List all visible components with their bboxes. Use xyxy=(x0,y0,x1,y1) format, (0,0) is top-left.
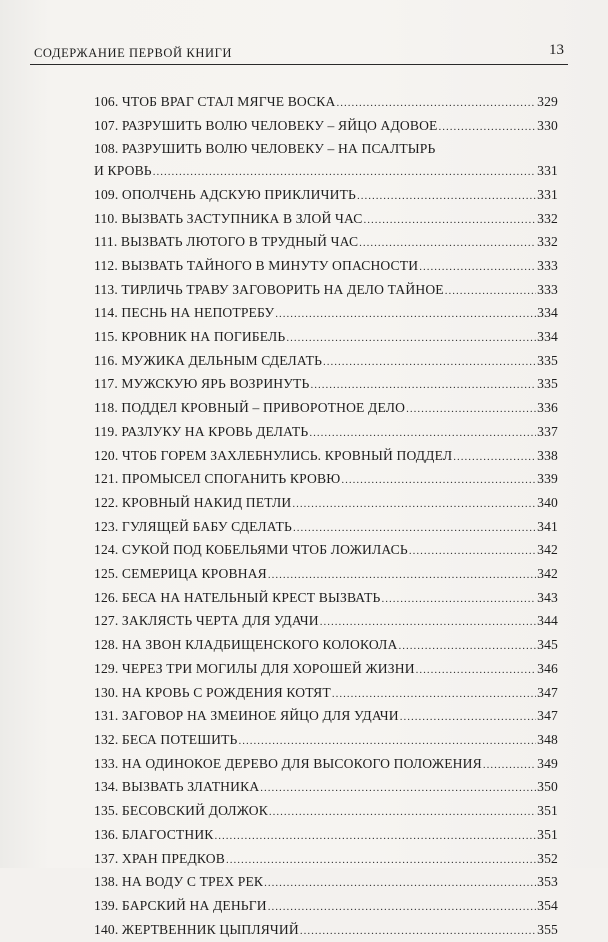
dot-leader xyxy=(238,731,536,753)
toc-entry-page: 352 xyxy=(537,850,558,866)
toc-entry-title: 134. ВЫЗВАТЬ ЗЛАТНИКА xyxy=(94,779,260,795)
toc-entry-title: 132. БЕСА ПОТЕШИТЬ xyxy=(94,731,238,747)
toc-entry-line xyxy=(94,895,558,919)
toc-entry xyxy=(94,421,558,445)
page-number: 13 xyxy=(549,42,564,58)
toc-entry-page: 335 xyxy=(537,352,558,368)
toc-entry xyxy=(94,279,558,303)
toc-entry xyxy=(94,895,558,919)
toc-entry xyxy=(94,705,558,729)
toc-entry-line xyxy=(94,587,558,611)
toc-entry xyxy=(94,871,558,895)
dot-leader xyxy=(357,186,536,208)
table-of-contents xyxy=(94,91,558,942)
toc-entry-title: 116. МУЖИКА ДЕЛЬНЫМ СДЕЛАТЬ xyxy=(94,352,323,368)
toc-entry-line xyxy=(94,871,558,895)
toc-entry xyxy=(94,658,558,682)
toc-entry-line xyxy=(94,421,558,445)
dot-leader xyxy=(309,423,536,445)
dot-leader xyxy=(439,117,537,139)
toc-entry-page: 339 xyxy=(537,471,558,487)
toc-entry-page: 332 xyxy=(537,234,558,250)
toc-entry-line xyxy=(94,326,558,350)
dot-leader xyxy=(419,257,536,279)
toc-entry-title: 129. ЧЕРЕЗ ТРИ МОГИЛЫ ДЛЯ ХОРОШЕЙ ЖИЗНИ xyxy=(94,660,415,676)
toc-entry-page: 342 xyxy=(537,542,558,558)
toc-entry-page: 354 xyxy=(537,897,558,913)
toc-entry-line xyxy=(94,91,558,115)
toc-entry-title: 138. НА ВОДУ С ТРЕХ РЕК xyxy=(94,874,264,890)
toc-entry-title: 106. ЧТОБ ВРАГ СТАЛ МЯГЧЕ ВОСКА xyxy=(94,94,336,109)
toc-entry-line xyxy=(94,115,558,139)
toc-entry-title: 140. ЖЕРТВЕННИК ЦЫПЛЯЧИЙ xyxy=(94,921,299,937)
dot-leader xyxy=(400,707,536,729)
toc-entry-line xyxy=(94,350,558,374)
toc-entry xyxy=(94,397,558,421)
toc-entry-title: 128. НА ЗВОН КЛАДБИЩЕНСКОГО КОЛОКОЛА xyxy=(94,637,398,653)
toc-entry-title: 107. РАЗРУШИТЬ ВОЛЮ ЧЕЛОВЕКУ – ЯЙЦО АДОВОЕ xyxy=(94,117,438,133)
toc-entry-title: И КРОВЬ xyxy=(94,163,152,179)
toc-entry-line xyxy=(94,824,558,848)
dot-leader xyxy=(268,565,536,587)
toc-entry-title: 126. БЕСА НА НАТЕЛЬНЫЙ КРЕСТ ВЫЗВАТЬ xyxy=(94,589,381,605)
toc-entry-title: 112. ВЫЗВАТЬ ТАЙНОГО В МИНУТУ ОПАСНОСТИ xyxy=(94,257,419,273)
dot-leader xyxy=(300,921,536,942)
toc-entry-line xyxy=(94,373,558,397)
toc-entry xyxy=(94,468,558,492)
toc-entry-line xyxy=(94,729,558,753)
toc-entry xyxy=(94,800,558,824)
toc-entry xyxy=(94,729,558,753)
dot-leader xyxy=(215,826,537,848)
toc-entry-line xyxy=(94,919,558,942)
toc-entry-page: 353 xyxy=(537,874,558,890)
toc-entry xyxy=(94,350,558,374)
dot-leader xyxy=(310,375,536,397)
toc-entry-line xyxy=(94,516,558,540)
toc-entry-title: 121. ПРОМЫСЕЛ СПОГАНИТЬ КРОВЮ xyxy=(94,471,341,487)
dot-leader xyxy=(399,636,537,658)
toc-entry-title-line1: 108. РАЗРУШИТЬ ВОЛЮ ЧЕЛОВЕКУ – НА ПСАЛТЫРЬ xyxy=(94,141,436,157)
toc-entry-line xyxy=(94,753,558,777)
toc-entry-title: 120. ЧТОБ ГОРЕМ ЗАХЛЕБНУЛИСЬ. КРОВНЫЙ ПОДДЕЛ xyxy=(94,447,453,463)
toc-entry-title: 137. ХРАН ПРЕДКОВ xyxy=(94,850,225,866)
toc-entry-title: 127. ЗАКЛЯСТЬ ЧЕРТА ДЛЯ УДАЧИ xyxy=(94,613,319,629)
toc-entry-title: 124. СУКОЙ ПОД КОБЕЛЬЯМИ ЧТОБ ЛОЖИЛАСЬ xyxy=(94,542,408,558)
toc-entry-page: 350 xyxy=(537,779,558,795)
toc-entry-page: 331 xyxy=(537,163,558,179)
toc-entry-line xyxy=(94,634,558,658)
running-header xyxy=(30,34,568,65)
toc-entry-page: 343 xyxy=(537,589,558,605)
toc-entry xyxy=(94,919,558,942)
toc-entry-line xyxy=(94,563,558,587)
toc-entry-title: 111. ВЫЗВАТЬ ЛЮТОГО В ТРУДНЫЙ ЧАС xyxy=(94,234,359,250)
toc-entry-title: 123. ГУЛЯЩЕЙ БАБУ СДЕЛАТЬ xyxy=(94,518,292,534)
toc-entry xyxy=(94,373,558,397)
dot-leader xyxy=(332,684,536,706)
toc-entry xyxy=(94,610,558,634)
toc-entry xyxy=(94,563,558,587)
dot-leader xyxy=(341,470,536,492)
toc-entry-page: 347 xyxy=(537,708,558,724)
toc-entry xyxy=(94,184,558,208)
dot-leader xyxy=(453,447,536,469)
dot-leader xyxy=(320,612,536,634)
toc-entry-title: 136. БЛАГОСТНИК xyxy=(94,826,214,842)
dot-leader xyxy=(264,873,536,895)
toc-entry-title: 110. ВЫЗВАТЬ ЗАСТУПНИКА В ЗЛОЙ ЧАС xyxy=(94,210,363,226)
dot-leader xyxy=(382,589,537,611)
toc-entry xyxy=(94,682,558,706)
toc-entry-title: 114. ПЕСНЬ НА НЕПОТРЕБУ xyxy=(94,305,275,321)
toc-entry-title: 135. БЕСОВСКИЙ ДОЛЖОК xyxy=(94,803,268,819)
toc-entry xyxy=(94,634,558,658)
toc-entry-page: 336 xyxy=(537,400,558,416)
dot-leader xyxy=(416,660,536,682)
toc-entry-page: 332 xyxy=(537,210,558,226)
dot-leader xyxy=(269,802,536,824)
toc-entry xyxy=(94,824,558,848)
toc-entry-line xyxy=(94,800,558,824)
toc-entry-line xyxy=(94,492,558,516)
toc-entry xyxy=(94,231,558,255)
toc-entry xyxy=(94,302,558,326)
toc-entry-page: 334 xyxy=(537,305,558,321)
toc-entry-title: 117. МУЖСКУЮ ЯРЬ ВОЗРИНУТЬ xyxy=(94,376,310,392)
toc-entry-page: 340 xyxy=(537,494,558,510)
toc-entry xyxy=(94,208,558,232)
toc-entry-title: 119. РАЗЛУКУ НА КРОВЬ ДЕЛАТЬ xyxy=(94,423,309,439)
toc-entry xyxy=(94,138,558,183)
toc-entry-page: 338 xyxy=(537,447,558,463)
toc-entry-line xyxy=(94,208,558,232)
toc-entry-title: 131. ЗАГОВОР НА ЗМЕИНОЕ ЯЙЦО ДЛЯ УДАЧИ xyxy=(94,708,399,724)
toc-entry-line xyxy=(94,539,558,563)
toc-entry-line xyxy=(94,279,558,303)
dot-leader xyxy=(336,93,536,115)
toc-entry-page: 333 xyxy=(537,257,558,273)
toc-entry-title: 122. КРОВНЫЙ НАКИД ПЕТЛИ xyxy=(94,494,292,510)
toc-entry-line xyxy=(94,610,558,634)
dot-leader xyxy=(406,399,536,421)
toc-entry-title: 133. НА ОДИНОКОЕ ДЕРЕВО ДЛЯ ВЫСОКОГО ПОЛОЖЕНИЯ xyxy=(94,755,482,771)
toc-entry-line xyxy=(94,445,558,469)
dot-leader xyxy=(483,755,536,777)
toc-entry-page: 348 xyxy=(537,731,558,747)
toc-entry-page: 329 xyxy=(537,94,558,109)
toc-entry xyxy=(94,587,558,611)
toc-entry-page: 330 xyxy=(537,117,558,133)
toc-entry-line xyxy=(94,658,558,682)
toc-entry-line xyxy=(94,705,558,729)
dot-leader xyxy=(364,210,537,232)
toc-entry-page: 342 xyxy=(537,566,558,582)
toc-entry xyxy=(94,326,558,350)
toc-entry xyxy=(94,776,558,800)
toc-entry xyxy=(94,539,558,563)
dot-leader xyxy=(268,897,536,919)
toc-entry-page: 346 xyxy=(537,660,558,676)
toc-entry-page: 351 xyxy=(537,803,558,819)
dot-leader xyxy=(153,162,536,184)
toc-entry-page: 347 xyxy=(537,684,558,700)
toc-entry-title: 125. СЕМЕРИЦА КРОВНАЯ xyxy=(94,566,267,582)
toc-entry xyxy=(94,445,558,469)
toc-entry-page: 341 xyxy=(537,518,558,534)
toc-entry-title: 115. КРОВНИК НА ПОГИБЕЛЬ xyxy=(94,329,286,345)
toc-entry xyxy=(94,255,558,279)
toc-entry-line xyxy=(94,231,558,255)
toc-entry-line xyxy=(94,302,558,326)
toc-entry-page: 351 xyxy=(537,826,558,842)
toc-entry-page: 345 xyxy=(537,637,558,653)
dot-leader xyxy=(275,304,536,326)
toc-entry-line xyxy=(94,397,558,421)
toc-entry-line xyxy=(94,468,558,492)
toc-entry-page: 355 xyxy=(537,921,558,937)
toc-entry-page: 349 xyxy=(537,755,558,771)
toc-entry xyxy=(94,492,558,516)
toc-entry-title: 109. ОПОЛЧЕНЬ АДСКУЮ ПРИКЛИЧИТЬ xyxy=(94,186,356,202)
toc-entry-page: 335 xyxy=(537,376,558,392)
toc-entry xyxy=(94,516,558,540)
dot-leader xyxy=(286,328,536,350)
running-header-title: СОДЕРЖАНИЕ ПЕРВОЙ КНИГИ xyxy=(34,46,233,60)
toc-entry xyxy=(94,115,558,139)
toc-entry-line xyxy=(94,776,558,800)
toc-entry-line xyxy=(94,160,558,184)
dot-leader xyxy=(293,518,536,540)
toc-entry-page: 334 xyxy=(537,329,558,345)
toc-entry-line xyxy=(94,255,558,279)
toc-entry-line xyxy=(94,184,558,208)
dot-leader xyxy=(260,778,536,800)
dot-leader xyxy=(359,233,536,255)
dot-leader xyxy=(445,281,536,303)
toc-entry xyxy=(94,753,558,777)
toc-entry-page: 344 xyxy=(537,613,558,629)
toc-entry-page: 333 xyxy=(537,281,558,297)
dot-leader xyxy=(409,541,536,563)
toc-entry-title: 139. БАРСКИЙ НА ДЕНЬГИ xyxy=(94,897,267,913)
toc-entry-title: 118. ПОДДЕЛ КРОВНЫЙ – ПРИВОРОТНОЕ ДЕЛО xyxy=(94,400,406,416)
dot-leader xyxy=(323,352,536,374)
toc-entry-title: 130. НА КРОВЬ С РОЖДЕНИЯ КОТЯТ xyxy=(94,684,331,700)
dot-leader xyxy=(292,494,536,516)
toc-entry-page: 331 xyxy=(537,186,558,202)
toc-entry-line xyxy=(94,682,558,706)
toc-entry-page: 337 xyxy=(537,423,558,439)
toc-entry xyxy=(94,91,558,115)
toc-entry-title: 113. ТИРЛИЧЬ ТРАВУ ЗАГОВОРИТЬ НА ДЕЛО ТАЙНОЕ xyxy=(94,281,444,297)
